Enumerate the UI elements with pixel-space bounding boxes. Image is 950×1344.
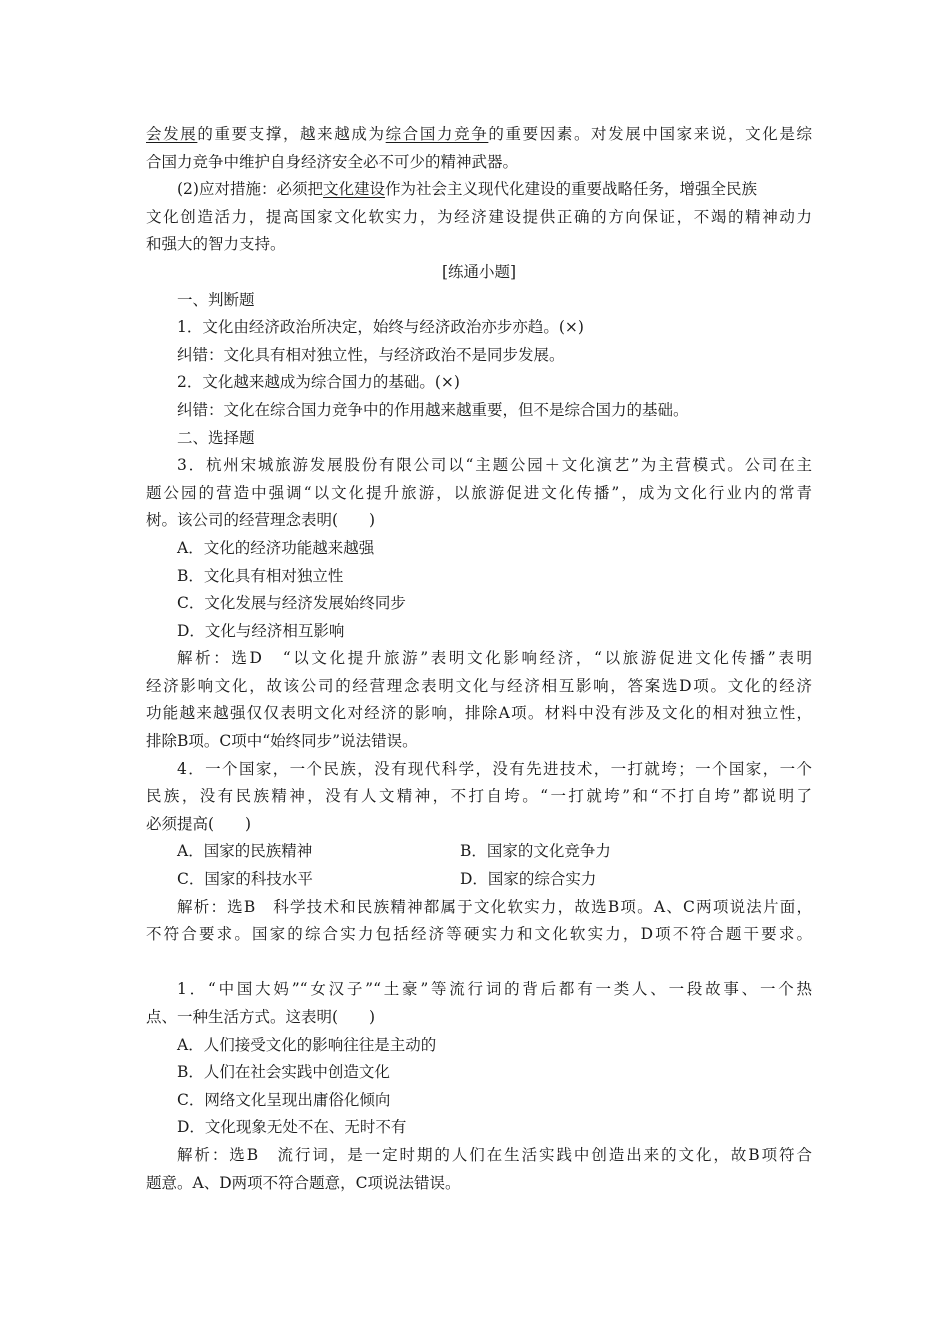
question-3-option-a: A．文化的经济功能越来越强 [177,538,375,557]
intro-line-4: 文化创造活力，提高国家文化软实力，为经济建设提供正确的方向保证，不竭的精神动力 [146,207,812,226]
question-4-option-c: C．国家的科技水平 [177,870,313,889]
intro-line-5: 和强大的智力支持。 [146,235,286,254]
extra-question-1-analysis-line-1: 解析：选B 流行词，是一定时期的人们在生活实践中创造出来的文化，故B项符合 [177,1145,812,1164]
question-4-options-row-1 [146,838,812,866]
text-segment: (2)应对措施：必须把 [177,180,323,199]
question-4-option-a: A．国家的民族精神 [177,842,313,861]
question-3-option-b: B．文化具有相对独立性 [177,566,344,585]
question-4-option-d: D．国家的综合实力 [460,870,597,889]
section-title: [练通小题] [441,262,517,281]
underlined-term: 会发展 [146,125,198,143]
question-3-analysis-line-1: 解析：选D “以文化提升旅游”表明文化影响经济，“以旅游促进文化传播”表明 [177,649,812,668]
intro-line-1 [146,121,812,149]
question-3-analysis-line-3: 功能越来越强仅仅表明文化对经济的影响，排除A项。材料中没有涉及文化的相对独立性， [146,704,812,723]
underlined-term: 综合国力竞争 [385,125,489,143]
text-segment: 的重要支撑，越来越成为 [197,125,386,143]
question-3-line-3: 树。该公司的经营理念表明( ) [146,511,376,530]
question-3-line-2: 题公园的营造中强调“以文化提升旅游，以旅游促进文化传播”，成为文化行业内的常青 [146,483,812,502]
question-4-analysis-line-1: 解析：选B 科学技术和民族精神都属于文化软实力，故选B项。A、C两项说法片面， [177,897,812,916]
judge-correction-2: 纠错：文化在综合国力竞争中的作用越来越重要，但不是综合国力的基础。 [177,400,689,419]
underlined-term: 文化建设 [322,180,385,199]
question-4-options-row-2 [146,866,812,894]
measure-line [146,176,812,204]
judge-correction-1: 纠错：文化具有相对独立性，与经济政治不是同步发展。 [177,345,565,364]
extra-question-1-line-2: 点、一种生活方式。这表明( ) [146,1008,376,1026]
judge-question-2: 2．文化越来越成为综合国力的基础。(×) [177,373,460,392]
question-3-option-c: C．文化发展与经济发展始终同步 [177,594,406,613]
question-3-analysis-line-2: 经济影响文化，故该公司的经营理念表明文化与经济相互影响，答案选D项。文化的经济 [146,676,812,695]
question-3-option-d: D．文化与经济相互影响 [177,621,345,640]
section-gap [146,949,812,977]
text-segment: 作为社会主义现代化建设的重要战略任务，增强全民族 [384,180,757,199]
document-page [146,121,812,1197]
extra-question-1-analysis-line-2: 题意。A、D两项不符合题意，C项说法错误。 [146,1173,461,1192]
question-4-line-3: 必须提高( ) [146,814,252,833]
extra-question-1-option-d: D．文化现象无处不在、无时不有 [177,1118,407,1137]
intro-line-2: 合国力竞争中维护自身经济安全必不可少的精神武器。 [146,152,519,171]
question-4-option-b: B．国家的文化竞争力 [460,842,611,861]
judge-heading: 一、判断题 [177,290,255,309]
question-4-line-1: 4．一个国家，一个民族，没有现代科学，没有先进技术，一打就垮；一个国家，一个 [177,759,812,778]
extra-question-1-line-1: 1．“中国大妈”“女汉子”“土豪”等流行词的背后都有一类人、一段故事、一个热 [177,980,812,999]
extra-question-1-option-b: B．人们在社会实践中创造文化 [177,1063,390,1082]
question-4-line-2: 民族，没有民族精神，没有人文精神，不打自垮。“一打就垮”和“不打自垮”都说明了 [146,787,812,806]
question-3-analysis-line-4: 排除B项。C项中“始终同步”说法错误。 [146,732,418,751]
question-3-line-1: 3．杭州宋城旅游发展股份有限公司以“主题公园＋文化演艺”为主营模式。公司在主 [177,456,812,475]
judge-question-1: 1．文化由经济政治所决定，始终与经济政治亦步亦趋。(×) [177,318,584,337]
extra-question-1-option-a: A．人们接受文化的影响往往是主动的 [177,1035,437,1054]
choice-heading: 二、选择题 [177,428,255,447]
text-segment: 的重要因素。对发展中国家来说，文化是综 [488,125,812,143]
question-4-analysis-line-2: 不符合要求。国家的综合实力包括经济等硬实力和文化软实力，D项不符合题干要求。 [146,925,812,944]
extra-question-1-option-c: C．网络文化呈现出庸俗化倾向 [177,1090,391,1109]
